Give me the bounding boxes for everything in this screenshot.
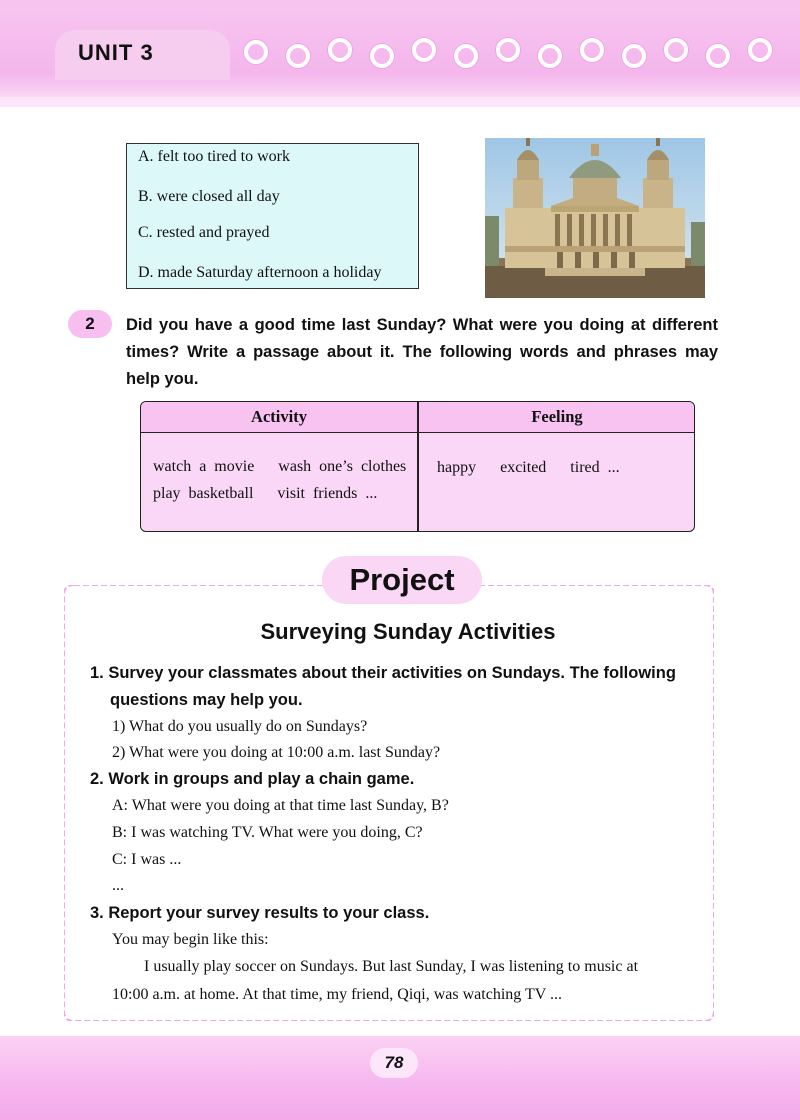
- ring-decoration: [328, 38, 352, 62]
- ring-decoration: [664, 38, 688, 62]
- ring-decoration: [496, 38, 520, 62]
- step-1-heading: 1. Survey your classmates about their activities on Sundays. The following: [90, 664, 676, 682]
- cathedral-photo: [485, 138, 705, 298]
- ring-decoration: [370, 44, 394, 68]
- ring-decoration: [412, 38, 436, 62]
- sample-paragraph-line-1: I usually play soccer on Sundays. But last Sunday, I was listening to music at: [144, 958, 639, 975]
- ring-decoration: [244, 40, 268, 64]
- ring-decoration: [706, 44, 730, 68]
- sample-paragraph-line-2: 10:00 a.m. at home. At that time, my friend, Qiqi, was watching TV ...: [112, 986, 563, 1003]
- project-heading: Project: [349, 562, 455, 597]
- table-cell-activity-line-2: play basketball visit friends ...: [153, 485, 378, 502]
- ring-decoration: [454, 44, 478, 68]
- step-1-heading-cont: questions may help you.: [110, 691, 303, 709]
- activity-feeling-table: [140, 401, 695, 532]
- step-1-question-2: 2) What were you doing at 10:00 a.m. last Sunday?: [112, 744, 441, 761]
- table-header-feeling: Feeling: [531, 407, 583, 426]
- ring-decoration: [580, 38, 604, 62]
- options-box: [126, 143, 419, 289]
- step-3-intro: You may begin like this:: [112, 931, 269, 948]
- option-c: C. rested and prayed: [138, 224, 270, 241]
- ring-decoration: [538, 44, 562, 68]
- page-number: 78: [384, 1053, 404, 1072]
- survey-title: Surveying Sunday Activities: [260, 619, 556, 644]
- ring-decoration: [748, 38, 772, 62]
- dialogue-ellipsis: ...: [112, 877, 124, 894]
- dialogue-line-c: C: I was ...: [112, 851, 182, 868]
- table-cell-activity-line-1: watch a movie wash one’s clothes: [153, 458, 407, 475]
- decorative-rings: [240, 36, 800, 76]
- header-stripe: [0, 97, 800, 107]
- dialogue-line-b: B: I was watching TV. What were you doing, C?: [112, 824, 423, 841]
- table-header-activity: Activity: [251, 407, 307, 426]
- step-2-heading: 2. Work in groups and play a chain game.: [90, 770, 415, 788]
- table-cell-feeling: happy excited tired ...: [437, 459, 620, 476]
- dialogue-line-a: A: What were you doing at that time last Sunday, B?: [112, 797, 449, 814]
- step-3-heading: 3. Report your survey results to your class.: [90, 904, 430, 922]
- unit-title: UNIT 3: [78, 40, 154, 65]
- option-a: A. felt too tired to work: [138, 148, 290, 165]
- ring-decoration: [286, 44, 310, 68]
- option-b: B. were closed all day: [138, 188, 280, 205]
- option-d: D. made Saturday afternoon a holiday: [138, 264, 382, 281]
- step-1-question-1: 1) What do you usually do on Sundays?: [112, 718, 368, 735]
- ring-decoration: [622, 44, 646, 68]
- question-2-text: Did you have a good time last Sunday? What were you doing at different times? Write a passage about it. The following words and phrases may help you.: [126, 316, 718, 388]
- question-number-badge: 2: [68, 310, 112, 338]
